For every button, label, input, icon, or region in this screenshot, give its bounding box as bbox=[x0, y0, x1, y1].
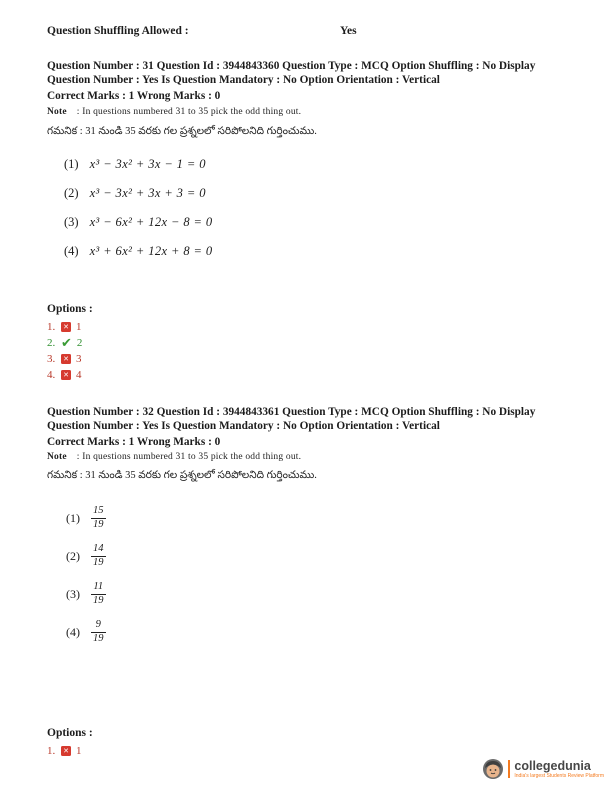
fraction bbox=[91, 543, 106, 568]
choice-row bbox=[64, 215, 213, 232]
logo-tagline: India's largest Students Review Platform bbox=[514, 772, 604, 779]
fraction-denominator: 19 bbox=[93, 518, 104, 530]
fraction bbox=[91, 505, 106, 530]
answer-row bbox=[47, 743, 82, 759]
question-31-marks: Correct Marks : 1 Wrong Marks : 0 bbox=[47, 90, 221, 102]
question-31-note bbox=[47, 107, 301, 117]
question-31-answers bbox=[47, 319, 82, 383]
choice-number: (2) bbox=[64, 186, 79, 200]
cross-icon: ✕ bbox=[61, 322, 71, 332]
answer-label: 1 bbox=[76, 745, 82, 757]
cross-icon: ✕ bbox=[61, 746, 71, 756]
choice-number: (3) bbox=[66, 586, 80, 601]
cross-icon: ✕ bbox=[61, 370, 71, 380]
choice-number: (3) bbox=[64, 215, 79, 229]
fraction-denominator: 19 bbox=[93, 556, 104, 568]
note-label: Note bbox=[47, 107, 67, 117]
choice-row bbox=[66, 541, 106, 571]
collegedunia-mascot-icon bbox=[482, 758, 504, 780]
choice-row bbox=[66, 503, 106, 533]
question-31-choices bbox=[64, 157, 213, 273]
fraction-numerator: 11 bbox=[91, 581, 106, 594]
answer-label: 4 bbox=[76, 369, 82, 381]
question-32-note-telugu: గమనిక : 31 నుండి 35 వరకు గల ప్రశ్నలలో సరిపోలనిది గుర్తించుము. bbox=[47, 470, 317, 481]
note-label: Note bbox=[47, 452, 67, 462]
question-32-header bbox=[47, 406, 574, 450]
choice-equation: x³ + 6x² + 12x + 8 = 0 bbox=[89, 244, 213, 258]
answer-row bbox=[47, 319, 82, 335]
question-31-header bbox=[47, 60, 574, 104]
answer-number: 1. bbox=[47, 745, 56, 757]
answer-label: 2 bbox=[76, 337, 83, 349]
choice-row bbox=[66, 579, 106, 609]
choice-number: (4) bbox=[66, 624, 80, 639]
answer-row bbox=[47, 335, 82, 351]
collegedunia-logo bbox=[482, 758, 604, 780]
question-32-marks: Correct Marks : 1 Wrong Marks : 0 bbox=[47, 436, 221, 448]
fraction-numerator: 9 bbox=[91, 619, 106, 632]
logo-divider bbox=[508, 760, 510, 778]
fraction-denominator: 19 bbox=[93, 632, 104, 644]
answer-label: 1 bbox=[76, 321, 82, 333]
choice-equation: x³ − 3x² + 3x + 3 = 0 bbox=[89, 186, 206, 200]
choice-number: (1) bbox=[66, 510, 80, 525]
fraction-numerator: 14 bbox=[91, 543, 106, 556]
question-31-options-label: Options : bbox=[47, 303, 93, 315]
note-text: : In questions numbered 31 to 35 pick the odd thing out. bbox=[76, 452, 302, 462]
check-icon: ✔ bbox=[61, 335, 72, 351]
choice-number: (4) bbox=[64, 244, 79, 258]
answer-number: 2. bbox=[47, 337, 56, 349]
question-31-note-telugu: గమనిక : 31 నుండి 35 వరకు గల ప్రశ్నలలో సరిపోలనిది గుర్తించుము. bbox=[47, 126, 317, 137]
question-32-note bbox=[47, 452, 301, 462]
fraction-numerator: 15 bbox=[91, 505, 106, 518]
choice-row bbox=[66, 617, 106, 647]
question-32-answers bbox=[47, 743, 82, 759]
question-shuffling-value: Yes bbox=[340, 25, 357, 37]
answer-number: 1. bbox=[47, 321, 56, 333]
logo-wordmark: collegedunia bbox=[514, 758, 591, 773]
logo-text-group bbox=[514, 760, 604, 779]
answer-row bbox=[47, 351, 82, 367]
question-31-meta: Question Number : 31 Question Id : 3944843360 Question Type : MCQ Option Shuffling : No Display Question Number : Yes Is Question Mandatory : No Option Orientation : Vertical bbox=[47, 60, 536, 86]
answer-number: 4. bbox=[47, 369, 56, 381]
answer-row bbox=[47, 367, 82, 383]
question-shuffling-label: Question Shuffling Allowed : bbox=[47, 25, 189, 37]
choice-number: (1) bbox=[64, 157, 79, 171]
choice-row bbox=[64, 157, 213, 174]
choice-number: (2) bbox=[66, 548, 80, 563]
fraction bbox=[91, 619, 106, 644]
question-32-choices bbox=[66, 503, 106, 655]
question-shuffling-row bbox=[47, 25, 567, 37]
answer-number: 3. bbox=[47, 353, 56, 365]
answer-label: 3 bbox=[76, 353, 82, 365]
note-text: : In questions numbered 31 to 35 pick the odd thing out. bbox=[76, 107, 302, 117]
fraction bbox=[91, 581, 106, 606]
cross-icon: ✕ bbox=[61, 354, 71, 364]
choice-row bbox=[64, 186, 213, 203]
choice-equation: x³ − 6x² + 12x − 8 = 0 bbox=[89, 215, 213, 229]
choice-equation: x³ − 3x² + 3x − 1 = 0 bbox=[89, 157, 206, 171]
question-32-options-label: Options : bbox=[47, 727, 93, 739]
question-32-meta: Question Number : 32 Question Id : 3944843361 Question Type : MCQ Option Shuffling : No Display Question Number : Yes Is Question Mandatory : No Option Orientation : Vertical bbox=[47, 406, 536, 432]
fraction-denominator: 19 bbox=[93, 594, 104, 606]
choice-row bbox=[64, 244, 213, 261]
